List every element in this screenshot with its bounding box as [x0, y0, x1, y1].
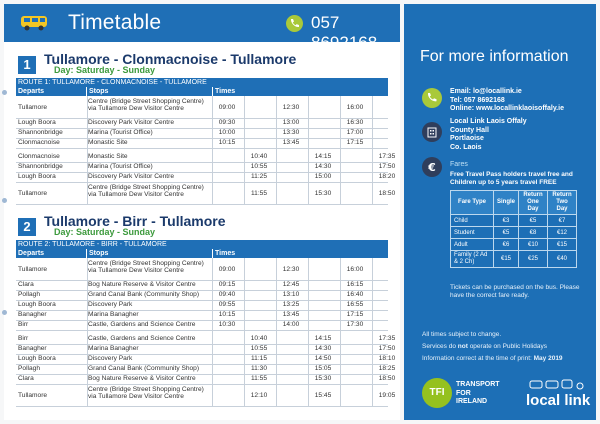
table-row — [16, 301, 388, 311]
fare-value: €3 — [494, 215, 519, 227]
info-heading: For more information — [420, 48, 569, 65]
grid-line — [308, 258, 309, 406]
table-row — [16, 385, 396, 407]
time-cell: 13:00 — [282, 119, 300, 126]
fare-col-header: Return Two Day — [548, 191, 577, 215]
fare-value: €10 — [519, 239, 548, 251]
time-cell: 17:35 — [378, 153, 396, 160]
departs-cell: Lough Boora — [18, 355, 56, 362]
times-note: All times subject to change. — [422, 331, 502, 338]
table-row — [16, 153, 396, 163]
stop-cell: Centre (Bridge Street Shopping Centre) via Tullamore Dew Visitor Centre — [88, 97, 204, 112]
svg-text:€: € — [428, 161, 436, 174]
grid-line — [340, 96, 341, 204]
stop-cell: Discovery Park Visitor Centre — [88, 119, 174, 126]
col-header-stops: Stops — [87, 249, 212, 258]
fare-col-header: Fare Type — [451, 191, 494, 215]
departs-cell: Banagher — [18, 345, 47, 352]
departs-cell: Pollagh — [18, 365, 40, 372]
punch-hole — [2, 310, 7, 315]
tfi-line: TRANSPORT — [456, 381, 500, 388]
col-header-stops: Stops — [87, 87, 212, 96]
contact-tel: Tel: 057 8692168 — [450, 96, 505, 104]
fare-value: €25 — [519, 251, 548, 268]
time-cell: 18:25 — [378, 365, 396, 372]
route-number-badge: 2 — [18, 218, 36, 236]
fare-value: €40 — [548, 251, 577, 268]
fare-value: €12 — [548, 227, 577, 239]
time-cell: 18:50 — [378, 375, 396, 382]
time-cell: 11:15 — [250, 355, 267, 362]
table-row — [16, 97, 388, 119]
stop-cell: Marina Banagher — [88, 311, 139, 318]
stop-cell: Discovery Park — [88, 301, 133, 308]
col-header-departs: Departs — [16, 249, 86, 258]
fare-row — [451, 227, 577, 239]
time-cell: 17:30 — [346, 321, 364, 328]
departs-cell: Tullamore — [18, 104, 48, 111]
time-cell: 10:55 — [250, 163, 268, 170]
grid-line — [244, 258, 245, 406]
fare-value: €15 — [494, 251, 519, 268]
table-row — [16, 259, 388, 281]
table-header — [16, 249, 388, 258]
ticket-note: Tickets can be purchased on the bus. Please have the correct fare ready. — [450, 284, 580, 299]
time-cell: 09:00 — [218, 266, 236, 273]
time-cell: 10:40 — [250, 335, 268, 342]
time-cell: 14:50 — [314, 355, 332, 362]
time-cell: 10:40 — [250, 153, 268, 160]
time-cell: 12:10 — [250, 392, 268, 399]
table-row — [16, 375, 396, 385]
fare-type: Family (2 Ad & 2 Ch) — [451, 251, 494, 268]
fare-row — [451, 239, 577, 251]
time-cell: 13:45 — [282, 139, 300, 146]
time-cell: 09:00 — [218, 104, 236, 111]
departs-cell: Tullamore — [18, 190, 48, 197]
departs-cell: Tullamore — [18, 392, 48, 399]
fares-table — [450, 190, 577, 268]
time-cell: 17:15 — [346, 139, 364, 146]
time-cell: 10:00 — [218, 129, 236, 136]
table-row — [16, 311, 388, 321]
table-row — [16, 291, 388, 301]
grid-line — [276, 258, 277, 406]
fare-row — [451, 215, 577, 227]
punch-hole — [2, 198, 7, 203]
table-row — [16, 365, 396, 375]
table-header — [16, 87, 388, 96]
holiday-note — [422, 343, 547, 350]
time-cell: 13:10 — [282, 291, 300, 298]
stop-cell: Centre (Bridge Street Shopping Centre) via Tullamore Dew Visitor Centre — [88, 183, 204, 198]
time-cell: 10:15 — [218, 139, 236, 146]
departs-cell: Pollagh — [18, 291, 40, 298]
euro-icon — [422, 157, 442, 177]
note-text: Services do — [422, 343, 458, 350]
time-cell: 15:05 — [314, 365, 332, 372]
grid-line — [372, 96, 373, 204]
time-cell: 09:15 — [218, 281, 236, 288]
stop-cell: Discovery Park — [88, 355, 133, 362]
stop-cell: Discovery Park Visitor Centre — [88, 173, 174, 180]
time-cell: 12:30 — [282, 104, 300, 111]
time-cell: 15:45 — [314, 392, 332, 399]
address-line: Co. Laois — [450, 143, 482, 151]
route-number-badge: 1 — [18, 56, 36, 74]
route-days: Day: Saturday - Sunday — [54, 227, 156, 237]
table-row — [16, 335, 396, 345]
address-line: Local Link Laois Offaly — [450, 118, 527, 125]
time-cell: 11:30 — [250, 365, 267, 372]
time-cell: 18:20 — [378, 173, 396, 180]
grid-line — [308, 96, 309, 204]
time-cell: 13:30 — [282, 129, 300, 136]
note-text: Information correct at the time of print: — [422, 355, 534, 362]
fares-heading: Fares — [450, 161, 468, 168]
transport-icons — [528, 378, 588, 390]
time-cell: 14:15 — [314, 153, 332, 160]
stop-cell: Monastic Site — [88, 139, 128, 146]
table-row — [16, 183, 396, 205]
page-title: Timetable — [68, 11, 162, 34]
contact-phone-icon — [422, 88, 442, 108]
time-cell: 11:55 — [250, 375, 267, 382]
time-cell: 17:15 — [346, 311, 364, 318]
table-row — [16, 321, 388, 331]
departs-cell: Lough Boora — [18, 119, 56, 126]
stop-cell: Centre (Bridge Street Shopping Centre) via Tullamore Dew Visitor Centre — [88, 259, 204, 274]
note-text: operate on Public Holidays — [467, 343, 548, 350]
table-row — [16, 119, 388, 129]
departs-cell: Birr — [18, 335, 29, 342]
col-header-departs: Departs — [16, 87, 86, 96]
fare-type: Adult — [451, 239, 494, 251]
table-row — [16, 173, 396, 183]
grid-line — [276, 96, 277, 204]
route-title: Tullamore - Birr - Tullamore — [44, 213, 226, 229]
info-page — [404, 4, 596, 420]
stop-cell: Castle, Gardens and Science Centre — [88, 335, 196, 342]
time-cell: 09:40 — [218, 291, 236, 298]
departs-cell: Shannonbridge — [18, 163, 63, 170]
stop-cell: Bog Nature Reserve & Visitor Centre — [88, 281, 196, 288]
fare-row — [451, 251, 577, 268]
time-cell: 14:00 — [282, 321, 300, 328]
stop-cell: Marina (Tourist Office) — [88, 163, 153, 170]
grid-line — [244, 96, 245, 204]
route-title: Tullamore - Clonmacnoise - Tullamore — [44, 51, 297, 67]
time-cell: 18:50 — [378, 190, 396, 197]
time-cell: 10:15 — [218, 311, 236, 318]
time-cell: 09:30 — [218, 119, 236, 126]
stop-cell: Centre (Bridge Street Shopping Centre) via Tullamore Dew Visitor Centre — [88, 385, 204, 400]
time-cell: 11:25 — [250, 173, 267, 180]
departs-cell: Lough Boora — [18, 301, 56, 308]
phone-icon — [286, 15, 303, 32]
grid-line — [372, 258, 373, 406]
time-cell: 13:45 — [282, 311, 300, 318]
grid-line — [87, 96, 88, 204]
address-line: Portlaoise — [450, 135, 484, 142]
departs-cell: Lough Boora — [18, 173, 56, 180]
local-link-logo: local link — [526, 392, 591, 409]
fare-value: €15 — [548, 239, 577, 251]
tfi-logo-text — [456, 381, 500, 407]
time-cell: 15:00 — [314, 173, 332, 180]
departs-cell: Clara — [18, 375, 34, 382]
time-cell: 10:30 — [218, 321, 236, 328]
tfi-line: FOR — [456, 389, 471, 397]
timetable-header — [4, 4, 400, 52]
time-cell: 16:30 — [346, 119, 364, 126]
route-days: Day: Saturday - Sunday — [54, 65, 156, 75]
tfi-logo: TFI — [422, 378, 452, 408]
table-row — [16, 345, 396, 355]
fare-value: €7 — [548, 215, 577, 227]
departs-cell: Clonmacnoise — [18, 153, 60, 160]
stop-cell: Monastic Site — [88, 153, 128, 160]
time-cell: 15:30 — [314, 375, 332, 382]
note-emphasis: not — [457, 343, 468, 350]
table-row — [16, 281, 388, 291]
departs-cell: Banagher — [18, 311, 47, 318]
fare-value: €5 — [494, 227, 519, 239]
note-emphasis: May 2019 — [533, 355, 563, 362]
time-cell: 17:00 — [346, 129, 364, 136]
tfi-line: IRELAND — [456, 398, 488, 405]
table-row — [16, 139, 388, 149]
fare-value: €5 — [519, 215, 548, 227]
time-cell: 19:05 — [378, 392, 396, 399]
fare-value: €8 — [519, 227, 548, 239]
grid-line — [212, 258, 213, 406]
stop-cell: Grand Canal Bank (Community Shop) — [88, 291, 200, 298]
col-header-times: Times — [213, 249, 388, 258]
time-cell: 16:00 — [346, 104, 364, 111]
punch-hole — [2, 90, 7, 95]
fare-type: Student — [451, 227, 494, 239]
table-row — [16, 355, 396, 365]
table-row — [16, 129, 388, 139]
time-cell: 16:00 — [346, 266, 364, 273]
departs-cell: Tullamore — [18, 266, 48, 273]
departs-cell: Shannonbridge — [18, 129, 63, 136]
address-line: County Hall — [450, 126, 489, 134]
departs-cell: Birr — [18, 321, 29, 328]
grid-line — [87, 258, 88, 406]
time-cell: 14:30 — [314, 345, 332, 352]
time-cell: 09:55 — [218, 301, 236, 308]
time-cell: 17:50 — [378, 163, 396, 170]
time-cell: 16:40 — [346, 291, 364, 298]
time-cell: 15:30 — [314, 190, 332, 197]
fares-header-row — [451, 191, 577, 215]
stop-cell: Marina (Tourist Office) — [88, 129, 153, 136]
bus-icon — [20, 15, 48, 31]
stop-cell: Castle, Gardens and Science Centre — [88, 321, 196, 328]
print-date-note — [422, 355, 563, 362]
route-label: ROUTE 1: TULLAMORE - CLONMACNOISE - TULLAMORE — [16, 78, 388, 87]
free-travel-note: Free Travel Pass holders travel free and Children up to 5 years travel FREE — [450, 171, 573, 186]
building-icon — [422, 122, 442, 142]
stop-cell: Marina Banagher — [88, 345, 139, 352]
grid-line — [340, 258, 341, 406]
fare-value: €6 — [494, 239, 519, 251]
time-cell: 17:50 — [378, 345, 396, 352]
fare-col-header: Return One Day — [519, 191, 548, 215]
time-cell: 11:55 — [250, 190, 267, 197]
time-cell: 14:15 — [314, 335, 332, 342]
col-header-times: Times — [213, 87, 388, 96]
time-cell: 13:25 — [282, 301, 300, 308]
time-cell: 12:45 — [282, 281, 300, 288]
contact-website[interactable]: Online: www.locallinklaoisoffaly.ie — [450, 105, 564, 112]
contact-email[interactable]: Email: lo@locallink.ie — [450, 88, 522, 95]
time-cell: 16:15 — [346, 281, 364, 288]
phone-number: 057 8692168 — [311, 13, 378, 52]
stop-cell: Grand Canal Bank (Community Shop) — [88, 365, 200, 372]
time-cell: 17:35 — [378, 335, 396, 342]
timetable-page — [4, 4, 400, 420]
fare-type: Child — [451, 215, 494, 227]
fare-col-header: Single — [494, 191, 519, 215]
time-cell: 10:55 — [250, 345, 268, 352]
route-label: ROUTE 2: TULLAMORE - BIRR - TULLAMORE — [16, 240, 388, 249]
departs-cell: Clara — [18, 281, 34, 288]
stop-cell: Bog Nature Reserve & Visitor Centre — [88, 375, 196, 382]
departs-cell: Clonmacnoise — [18, 139, 60, 146]
time-cell: 12:30 — [282, 266, 300, 273]
time-cell: 14:30 — [314, 163, 332, 170]
time-cell: 18:10 — [378, 355, 396, 362]
time-cell: 16:55 — [346, 301, 364, 308]
grid-line — [212, 96, 213, 204]
table-row — [16, 163, 396, 173]
